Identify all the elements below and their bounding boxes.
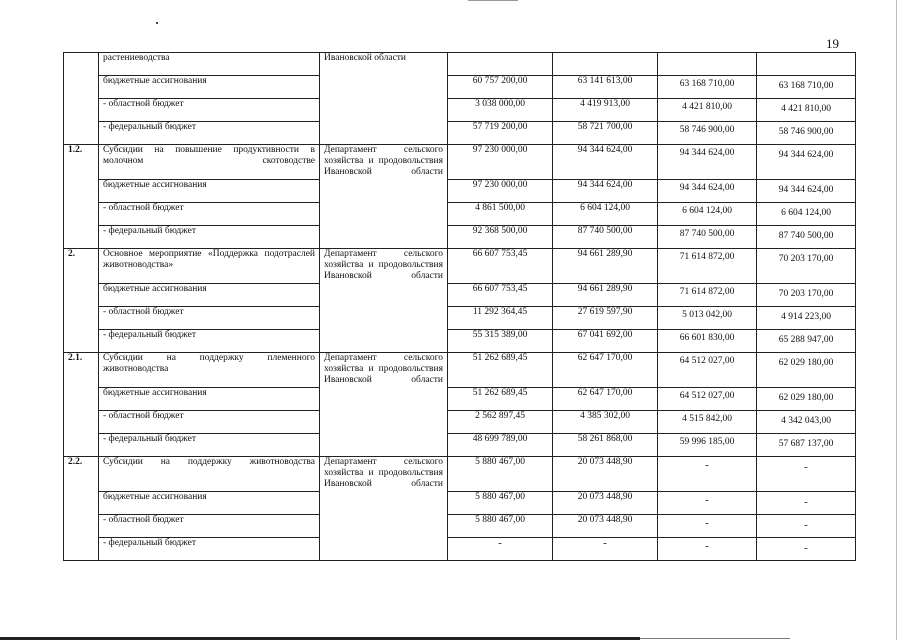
value-text: 70 203 170,00 — [778, 254, 834, 264]
value-text: 4 342 043,00 — [781, 416, 831, 426]
value-cell-year-4 — [757, 388, 856, 411]
value-text: 4 914 223,00 — [781, 312, 831, 322]
value-text: 6 604 124,00 — [580, 203, 630, 213]
item-number: 1.2. — [64, 145, 99, 249]
value-cell-year-3 — [658, 353, 757, 388]
item-name — [99, 76, 320, 99]
table-row-sub — [64, 307, 856, 330]
value-text: 51 262 689,45 — [472, 353, 528, 363]
item-name — [99, 203, 320, 226]
value-cell-year-4 — [757, 284, 856, 307]
table-row-sub — [64, 434, 856, 457]
item-executor — [320, 53, 448, 145]
item-name-text: Субсидии на поддержку животноводства — [103, 457, 315, 467]
value-cell-year-2 — [553, 203, 658, 226]
value-cell-year-3 — [658, 411, 757, 434]
value-text: 94 344 624,00 — [679, 183, 735, 193]
value-text: 62 647 170,00 — [577, 388, 633, 398]
value-cell-year-2 — [553, 53, 658, 76]
value-text: 94 661 289,90 — [577, 249, 633, 259]
table-row-sub — [64, 515, 856, 538]
scan-bottom-line — [640, 638, 790, 639]
value-text: 58 721 700,00 — [577, 122, 633, 132]
value-text: 4 385 302,00 — [580, 411, 630, 421]
value-cell-year-1 — [448, 307, 553, 330]
value-text: 55 315 389,00 — [472, 330, 528, 340]
value-cell-year-3 — [658, 330, 757, 353]
value-text: 4 861 500,00 — [475, 203, 525, 213]
value-text: 94 344 624,00 — [577, 180, 633, 190]
value-cell-year-3 — [658, 53, 757, 76]
item-name — [99, 434, 320, 457]
value-text: 94 661 289,90 — [577, 284, 633, 294]
table-row-sub — [64, 76, 856, 99]
value-cell-year-2 — [553, 99, 658, 122]
value-text: 66 601 830,00 — [679, 333, 735, 343]
value-cell-year-3 — [658, 145, 757, 180]
item-name-text: Субсидии на поддержку племенного животноводства — [103, 353, 315, 374]
item-name — [99, 145, 320, 180]
item-name — [99, 353, 320, 388]
value-text: 94 344 624,00 — [778, 185, 834, 195]
value-cell-year-1 — [448, 330, 553, 353]
value-cell-year-1 — [448, 411, 553, 434]
value-cell-year-2 — [553, 307, 658, 330]
value-text: 51 262 689,45 — [472, 388, 528, 398]
value-text: 4 419 913,00 — [580, 99, 630, 109]
item-number: 2.1. — [64, 353, 99, 457]
value-text: 92 368 500,00 — [472, 226, 528, 236]
value-cell-year-2 — [553, 457, 658, 492]
value-text: - — [804, 461, 808, 473]
table-row-sub — [64, 330, 856, 353]
value-cell-year-2 — [553, 76, 658, 99]
value-cell-year-4 — [757, 538, 856, 561]
value-text: 20 073 448,90 — [577, 515, 633, 525]
item-name — [99, 226, 320, 249]
value-text: 3 038 000,00 — [475, 99, 525, 109]
item-name-text: - областной бюджет — [103, 203, 184, 213]
value-cell-year-2 — [553, 411, 658, 434]
item-executor-text: Ивановской области — [324, 53, 407, 63]
value-text: 58 746 900,00 — [778, 127, 834, 137]
value-cell-year-3 — [658, 180, 757, 203]
value-text: 5 880 467,00 — [475, 457, 525, 467]
value-cell-year-1 — [448, 434, 553, 457]
value-cell-year-3 — [658, 284, 757, 307]
item-name-text: Основное мероприятие «Поддержка подотраслей животноводства» — [103, 249, 315, 270]
item-name — [99, 249, 320, 284]
value-cell-year-3 — [658, 515, 757, 538]
value-cell-year-2 — [553, 226, 658, 249]
value-text: 58 261 868,00 — [577, 434, 633, 444]
value-text: 62 647 170,00 — [577, 353, 633, 363]
value-text: 71 614 872,00 — [679, 287, 735, 297]
value-cell-year-4 — [757, 99, 856, 122]
value-text: 27 619 597,90 — [577, 307, 633, 317]
value-text: - — [705, 517, 709, 529]
item-name-text: бюджетные ассигнования — [103, 284, 207, 294]
value-cell-year-3 — [658, 307, 757, 330]
value-text: 4 421 810,00 — [781, 104, 831, 114]
value-text: 60 757 200,00 — [472, 76, 528, 86]
item-name — [99, 388, 320, 411]
item-executor-text: Департамент сельского хозяйства и продовольствия Ивановской области — [324, 353, 443, 385]
item-name-text: - областной бюджет — [103, 99, 184, 109]
item-number — [64, 53, 99, 145]
item-name-text: - федеральный бюджет — [103, 122, 196, 132]
value-cell-year-3 — [658, 388, 757, 411]
value-cell-year-2 — [553, 492, 658, 515]
value-text: 87 740 500,00 — [679, 229, 735, 239]
item-name — [99, 538, 320, 561]
item-name — [99, 457, 320, 492]
table-row-sub — [64, 99, 856, 122]
value-text: 57 719 200,00 — [472, 122, 528, 132]
value-cell-year-1 — [448, 388, 553, 411]
value-cell-year-4 — [757, 330, 856, 353]
value-text: 97 230 000,00 — [472, 180, 528, 190]
item-name-text: бюджетные ассигнования — [103, 492, 207, 502]
value-cell-year-3 — [658, 203, 757, 226]
item-name-text: - федеральный бюджет — [103, 538, 196, 548]
value-text: 97 230 000,00 — [472, 145, 528, 155]
value-cell-year-2 — [553, 434, 658, 457]
value-cell-year-1 — [448, 145, 553, 180]
value-text: 2 562 897,45 — [475, 411, 525, 421]
value-cell-year-4 — [757, 145, 856, 180]
value-text: - — [804, 496, 808, 508]
value-text: 71 614 872,00 — [679, 252, 735, 262]
item-executor — [320, 457, 448, 561]
page-number: 19 — [826, 36, 839, 51]
value-cell-year-1 — [448, 284, 553, 307]
item-name — [99, 330, 320, 353]
value-text: 48 699 789,00 — [472, 434, 528, 444]
item-name-text: Субсидии на повышение продуктивности в молочном скотоводстве — [103, 145, 315, 166]
value-cell-year-1 — [448, 249, 553, 284]
item-name — [99, 122, 320, 145]
value-text: - — [804, 519, 808, 531]
table-row-sub — [64, 180, 856, 203]
value-cell-year-1 — [448, 226, 553, 249]
value-cell-year-4 — [757, 180, 856, 203]
value-text: 65 288 947,00 — [778, 335, 834, 345]
item-name-text: - областной бюджет — [103, 411, 184, 421]
value-cell-year-3 — [658, 434, 757, 457]
table-row-item — [64, 457, 856, 492]
value-text: 62 029 180,00 — [778, 393, 834, 403]
table-row-sub — [64, 538, 856, 561]
value-text: 5 013 042,00 — [682, 310, 732, 320]
value-cell-year-2 — [553, 388, 658, 411]
value-cell-year-1 — [448, 353, 553, 388]
value-cell-year-3 — [658, 76, 757, 99]
value-cell-year-2 — [553, 538, 658, 561]
value-cell-year-4 — [757, 515, 856, 538]
value-cell-year-4 — [757, 307, 856, 330]
value-text: 58 746 900,00 — [679, 125, 735, 135]
item-name — [99, 284, 320, 307]
value-cell-year-2 — [553, 330, 658, 353]
value-cell-year-1 — [448, 180, 553, 203]
value-cell-year-2 — [553, 515, 658, 538]
value-text: 64 512 027,00 — [679, 356, 735, 366]
value-cell-year-3 — [658, 538, 757, 561]
item-executor — [320, 249, 448, 353]
table-row-sub — [64, 226, 856, 249]
value-cell-year-1 — [448, 76, 553, 99]
table-row-item — [64, 145, 856, 180]
table-row-item — [64, 353, 856, 388]
value-text: - — [804, 542, 808, 554]
table-row-item — [64, 249, 856, 284]
value-cell-year-4 — [757, 457, 856, 492]
table-row-sub — [64, 203, 856, 226]
value-text: 87 740 500,00 — [778, 231, 834, 241]
value-cell-year-4 — [757, 411, 856, 434]
value-text: 70 203 170,00 — [778, 289, 834, 299]
value-text: 5 880 467,00 — [475, 492, 525, 502]
item-name — [99, 515, 320, 538]
value-cell-year-3 — [658, 492, 757, 515]
value-text: - — [603, 537, 607, 549]
value-text: - — [498, 537, 502, 549]
value-cell-year-3 — [658, 249, 757, 284]
table-row-sub — [64, 492, 856, 515]
table-row-sub — [64, 284, 856, 307]
item-name-text: - федеральный бюджет — [103, 226, 196, 236]
value-cell-year-4 — [757, 122, 856, 145]
value-text: 62 029 180,00 — [778, 358, 834, 368]
table-row-sub — [64, 411, 856, 434]
value-text: 66 607 753,45 — [472, 249, 528, 259]
value-text: 20 073 448,90 — [577, 492, 633, 502]
value-text: 66 607 753,45 — [472, 284, 528, 294]
value-cell-year-2 — [553, 353, 658, 388]
item-number: 2.2. — [64, 457, 99, 561]
item-name — [99, 492, 320, 515]
item-name-text: - федеральный бюджет — [103, 434, 196, 444]
item-name-text: бюджетные ассигнования — [103, 76, 207, 86]
value-text: 20 073 448,90 — [577, 457, 633, 467]
value-cell-year-4 — [757, 434, 856, 457]
item-name-text: бюджетные ассигнования — [103, 388, 207, 398]
value-cell-year-1 — [448, 53, 553, 76]
table-row-sub — [64, 122, 856, 145]
value-cell-year-2 — [553, 145, 658, 180]
item-number: 2. — [64, 249, 99, 353]
value-cell-year-1 — [448, 492, 553, 515]
value-cell-year-1 — [448, 515, 553, 538]
value-text: 59 996 185,00 — [679, 437, 735, 447]
budget-table-body — [64, 53, 856, 561]
value-cell-year-1 — [448, 457, 553, 492]
item-executor-text: Департамент сельского хозяйства и продовольствия Ивановской области — [324, 145, 443, 177]
table-row-item — [64, 53, 856, 76]
value-cell-year-2 — [553, 249, 658, 284]
item-name-text: бюджетные ассигнования — [103, 180, 207, 190]
item-name-text: - федеральный бюджет — [103, 330, 196, 340]
value-text: 64 512 027,00 — [679, 391, 735, 401]
value-text: 6 604 124,00 — [682, 206, 732, 216]
value-cell-year-3 — [658, 457, 757, 492]
value-text: 6 604 124,00 — [781, 208, 831, 218]
value-cell-year-4 — [757, 226, 856, 249]
value-cell-year-4 — [757, 249, 856, 284]
value-cell-year-3 — [658, 122, 757, 145]
value-text: - — [705, 540, 709, 552]
value-text: 67 041 692,00 — [577, 330, 633, 340]
value-text: 4 421 810,00 — [682, 102, 732, 112]
value-text: 11 292 364,45 — [472, 307, 528, 317]
item-executor — [320, 145, 448, 249]
value-cell-year-2 — [553, 122, 658, 145]
value-text: 63 168 710,00 — [679, 79, 735, 89]
value-cell-year-4 — [757, 53, 856, 76]
value-text: - — [705, 494, 709, 506]
value-text: 57 687 137,00 — [778, 439, 834, 449]
value-text: 94 344 624,00 — [679, 148, 735, 158]
value-cell-year-1 — [448, 538, 553, 561]
item-name-text: - областной бюджет — [103, 307, 184, 317]
value-cell-year-3 — [658, 226, 757, 249]
value-text: 5 880 467,00 — [475, 515, 525, 525]
value-cell-year-1 — [448, 203, 553, 226]
value-text: 94 344 624,00 — [778, 150, 834, 160]
value-cell-year-4 — [757, 203, 856, 226]
value-text: 63 141 613,00 — [577, 76, 633, 86]
budget-table — [63, 52, 856, 561]
item-name — [99, 99, 320, 122]
table-row-sub — [64, 388, 856, 411]
value-text: 4 515 842,00 — [682, 414, 732, 424]
value-cell-year-2 — [553, 180, 658, 203]
value-cell-year-3 — [658, 99, 757, 122]
item-executor-text: Департамент сельского хозяйства и продовольствия Ивановской области — [324, 249, 443, 281]
scan-top-mark — [468, 0, 518, 1]
value-cell-year-1 — [448, 99, 553, 122]
value-text: 94 344 624,00 — [577, 145, 633, 155]
scan-right-edge — [896, 0, 897, 640]
value-cell-year-1 — [448, 122, 553, 145]
value-cell-year-2 — [553, 284, 658, 307]
item-name-text: растениеводства — [103, 53, 170, 63]
item-executor-text: Департамент сельского хозяйства и продовольствия Ивановской области — [324, 457, 443, 489]
scan-dot-mark — [156, 22, 158, 24]
value-text: 63 168 710,00 — [778, 81, 834, 91]
item-name — [99, 307, 320, 330]
value-cell-year-4 — [757, 76, 856, 99]
value-cell-year-4 — [757, 492, 856, 515]
item-name — [99, 411, 320, 434]
value-text: 87 740 500,00 — [577, 226, 633, 236]
item-name — [99, 53, 320, 76]
item-executor — [320, 353, 448, 457]
value-text: - — [705, 459, 709, 471]
item-name-text: - областной бюджет — [103, 515, 184, 525]
value-cell-year-4 — [757, 353, 856, 388]
item-name — [99, 180, 320, 203]
